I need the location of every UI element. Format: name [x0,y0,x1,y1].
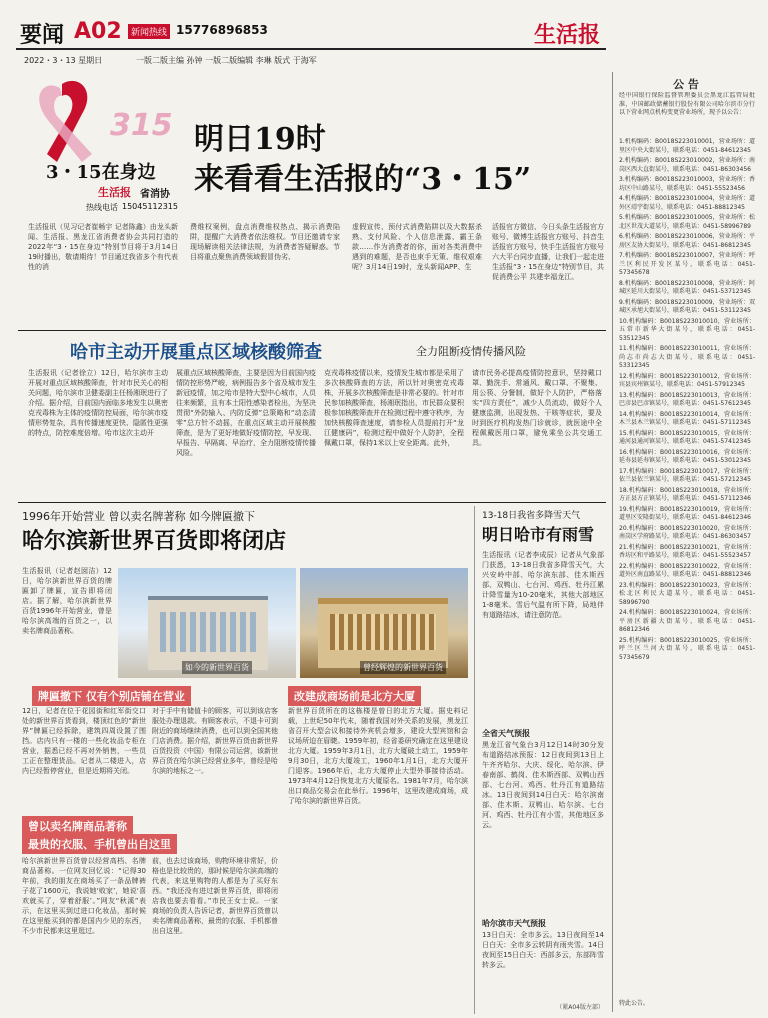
notice-item: 25.机构编码：B0018S223010025，营业场所：呼兰区兰河大街某号，联系电话：0451-57345679 [619,636,755,661]
harbin-forecast-title: 哈尔滨市天气预报 [482,919,546,928]
notice-item: 9.机构编码：B0018S223010009，营业场所：双城区承旭大街某号，联系电话：0451-53112345 [619,298,755,314]
notice-item: 10.机构编码：B0018S223010010，营业场所：五常市新华大街某号，联系电话：0451-53512345 [619,317,755,342]
mall-lead: 生活报讯（记者赵囡洁）12日，哈尔滨新世界百货的牌匾卸了牌匾，宣告即将闭店。据了解，哈尔滨新世界百货1996年开始营业，曾是哈尔滨高端的百货之一，以卖名牌商品著称。 [22,567,112,635]
caption-old: 曾经辉煌的新世界百货 [360,661,446,674]
covid-subhead: 全力阻断疫情传播风险 [416,345,526,358]
photo-current-mall [118,568,296,678]
notice-item: 17.机构编码：B0018S223010017，营业场所：依兰县依兰镇某号，联系电话：0451-57212345 [619,467,755,483]
mall-article [18,506,470,1014]
covid-headline: 哈市主动开展重点区域核酸筛查 [70,342,322,363]
mall-box2-title2: 最贵的衣服、手机曾出自这里 [22,834,177,854]
topic315-col4: 活报官方微信、今日头条生活报官方账号、微博生活报官方账号、抖音生活报官方账号、快手生活报官方账号六大平台同步直播，让我们一起走进生活报“3・15在身边”特别节目，共促消费公平 共建幸福龙江。 [492,223,604,281]
notice-item: 19.机构编码：B0018S223010019，营业场所：道里区安隆街某号，联系电话：0451-84612346 [619,505,755,521]
notice-title: 公 告 [673,78,699,91]
brand-logo: 生活报 [534,22,601,48]
hotline-label: 新闻热线 [128,24,170,39]
headline-line2: 来看看生活报的“3・15” [194,162,532,197]
weather-body1: 生活报讯（记者李成辰）记者从气象部门获悉，13-18日我省多降雪天气，大兴安岭中部、哈尔滨东部、佳木斯西部、双鸭山、七台河、鸡西、牡丹江累计降雪量为10-20毫米，其他大部地区1-8毫米。雪后气温有所下降，局地伴有道路结冰，请注意防范。 [482,551,604,619]
notice-item: 6.机构编码：B0018S223010006，营业场所：平房区友协大街某号，联系电话：0451-86812345 [619,233,755,249]
topic-315-block [18,72,606,334]
mall-box2-col1: 哈尔滨新世界百货曾以经营高档、名牌商品著称。一位网友回忆说：“记得30年前，我的朋友在商场买了一条品牌裤子花了1600元，我说她‘败家’，她说‘喜欢就买了，穿着舒服’。”网友“秋溪”表示，在这里买到过进口化妆品，那时候在这里能买到的都是国内少见的东西，不少市民都来这里逛过。 [22,857,146,935]
notice-column [612,72,759,1012]
covid-col4: 请市民务必提高疫情防控意识，坚持戴口罩、勤洗手、常通风、戴口罩、不聚集、用公筷、分餐制，做好个人防护，严格落实“四方责任”，减少人员流动，做好个人健康监测，出现发热、干咳等症状，要及时到医疗机构发热门诊就诊，就医途中全程佩戴医用口罩，避免乘坐公共交通工具。 [472,369,602,447]
notice-item: 11.机构编码：B0018S223010011，营业场所：尚志市尚志大街某号，联系电话：0451-53312345 [619,345,755,369]
covid-article [18,334,606,502]
notice-item: 21.机构编码：B0018S223010021，营业场所：香坊区和平路某号，联系电话：0451-55523457 [619,543,755,559]
masthead [16,18,606,66]
weather-headline: 明日哈市有雨雪 [482,525,595,544]
weather-footer: （紧A04版左部） [556,1004,604,1011]
photo-old-mall [300,568,468,678]
covid-col2: 展重点区域核酸筛查，主要是因为目前国内疫情防控形势严峻，病例报告多个省及城市发生新冠疫情，加之哈市是特大型中心城市，人员往来频繁，且有本土阳性感染者检出，为坚决贯彻“外防输入、内防反弹”总策略和“动态清零”总方针不动摇，在重点区域主动开展核酸筛查，是为了更好地做好疫情防控，早发现、早报告、早隔离、早治疗，全力阻断疫情传播风险。 [176,369,316,457]
mall-box2-col2: 前，也去过该商场，购物环境非常好，价格也是比较贵的，那时候是哈尔滨高端的代表，来这里购物的人都是为了买好东西。“我还没有进过新世界百货，即将闭店我也要去看看。”市民王女士说。一家商场的负责人告诉记者，新世界百货曾以卖名牌商品著称，最贵的衣服、手机都曾出自这里。 [152,857,278,935]
weather-kicker: 13-18日我省多降雪天气 [482,511,581,521]
masthead-rule [16,48,606,50]
divider-2 [18,502,606,503]
page-number: A02 [74,19,122,44]
notice-item: 13.机构编码：B0018S223010013，营业场所：巴彦县巴彦镇某号，联系电话：0451-57612345 [619,391,755,407]
slogan-sub: 省消协 [140,189,170,200]
hotline-number: 15776896853 [176,23,268,37]
notice-footer: 特此公告。 [619,1000,650,1007]
hotline-315: 15045112315 [122,202,178,211]
date-line: 2022・3・13 星期日 [24,56,103,65]
notice-item: 1.机构编码：B0018S223010001，营业场所：道里区中央大街某号，联系电话：0451-84612345 [619,138,755,154]
notice-item: 24.机构编码：B0018S223010024，营业场所：平房区新疆大街某号，联系电话：0451-86812346 [619,609,755,633]
covid-col3: 克戎毒株疫情以来，疫情发生城市都是采用了多次核酸筛查的方法，所以针对奥密克戎毒株，开展多次核酸筛查是非常必要的。针对市民参加核酸筛查，杨湘珉指出，市民群众要积极参加核酸筛查并在检测过程中遵守秩序，为加快核酸筛查速度，请参检人员提前打开“龙江健康码”，检测过程中做好个人防护，全程佩戴口罩，保持1米以上安全距离。此外， [324,369,464,447]
divider-1 [18,330,606,331]
slogan: 3・15在身边 [46,162,156,183]
mall-box1-title: 牌匾撤下 仅有个别店铺在营业 [32,686,191,706]
section-name: 要闻 [20,22,65,48]
harbin-forecast: 13日白天：全市多云。13日夜间至14日白天：全市多云转阴有雨夹雪。14日夜间至15日白天：西部多云，东部阵雪转多云。 [482,931,604,969]
headline-line1: 明日19时 [194,122,326,157]
topic315-col2: 费维权案例，盘点消费维权热点、揭示消费陷阱，提醒广大消费者依法维权。节目还邀请专家现场解读相关法律法规，为消费者答疑解惑。节目将重点聚焦消费领域假冒伪劣、 [190,223,340,261]
notice-intro: 经中国银行保险监督管理委员会黑龙江监管局批准，中国邮政储蓄银行股份有限公司哈尔滨市分行以下营业网点机构变更营业场所，现予以公告： [619,92,755,116]
forecast-title: 全省天气预报 [482,729,530,738]
mall-box2-title: 曾以卖名牌商品著称 [22,816,133,836]
mall-kicker: 1996年开始营业 曾以卖名牌著称 如今牌匾撤下 [22,510,255,523]
covid-col1: 生活报讯（记者徐立）12日，哈尔滨市主动开展对重点区域核酸筛查，针对市民关心的相关问题，哈尔滨市卫健委副主任杨湘珉进行了介绍。据介绍，目前国内面临多地发生以奥密克戎毒株为主体的疫情防控局面，哈尔滨市疫情形势复杂，具有传播速度更快、隐匿性更强的特点，防控难度倍增。哈市这次主动开 [28,369,168,437]
notice-item: 3.机构编码：B0018S223010003，营业场所：香坊区中山路某号，联系电话：0451-55523456 [619,176,755,192]
weather-article [480,506,606,1014]
slogan-brand: 生活报 [98,186,131,199]
notice-item: 2.机构编码：B0018S223010002，营业场所：南岗区西大直街某号，联系电话：0451-86303456 [619,157,755,173]
notice-item: 18.机构编码：B0018S223010018，营业场所：方正县方正镇某号，联系电话：0451-57112346 [619,486,755,502]
notice-item: 22.机构编码：B0018S223010022，营业场所：道外区南直路某号，联系电话：0451-88812346 [619,562,755,578]
notice-item: 4.机构编码：B0018S223010004，营业场所：道外区靖宇街某号，联系电话：0451-88812345 [619,195,755,211]
notice-list [619,138,755,998]
mall-box1-col2: 对于手中有储值卡的顾客，可以到该店客服处办理退款。有顾客表示，不退卡可到附近的商场继续消费，也可以到全国其他门店消费。据介绍，新世界百货由新世界百货投资（中国）有限公司运营，该新世界百货在哈尔滨已经营业多年，曾经是哈尔滨的地标之一。 [152,707,278,775]
notice-item: 12.机构编码：B0018S223010012，营业场所：宾县宾州镇某号，联系电话：0451-57912345 [619,372,755,388]
notice-item: 7.机构编码：B0018S223010007，营业场所：呼兰区利民开发区某号，联系电话：0451-57345678 [619,252,755,276]
hotline-label-315: 热线电话 [86,203,118,212]
mall-box3-title: 改建成商场前是北方大厦 [288,686,421,706]
notice-item: 23.机构编码：B0018S223010023，营业场所：松北区利民大道某号，联系电话：0451-58996790 [619,581,755,606]
weather-body2: 黑龙江省气象台3月12日14时30分发布道路结冰预报：12日夜间到13日上午齐齐哈尔、大庆、绥化、哈尔滨、伊春南部、鹤岗、佳木斯西部、双鸭山西部、七台河、鸡西、牡丹江有道路结冰。13日夜间到14日白天：哈尔滨南部、佳木斯、双鸭山、哈尔滨、七台河、鸡西、牡丹江有小雪，其他地区多云。 [482,741,604,829]
ribbon-icon [22,74,122,166]
mall-box1-col1: 12日，记者在位于花园街和红军街交口处的新世界百货看到，楼顶红色的“新世界”牌匾已经拆除，建筑四周设置了围挡。店内只有一楼的一些化妆品专柜在营业，据悉已经不再对外销售，一些员工正在整理货品。记者从二楼进入，店内已经暂停营业，但是近期将关闭。 [22,707,146,775]
notice-item: 14.机构编码：B0018S223010014，营业场所：木兰县木兰镇某号，联系电话：0451-57112345 [619,410,755,426]
notice-item: 16.机构编码：B0018S223010016，营业场所：延寿县延寿镇某号，联系电话：0451-53012345 [619,448,755,464]
topic315-col3: 虚假宣传、预付式消费陷阱以及大数据杀熟、支付风险、个人信息泄露、霸王条款……作为消费者的你，面对各类消费中遇到的难题，是否也束手无策、维权艰难呢？3月14日19时，龙头新闻APP、生 [352,223,482,271]
caption-current: 如今的新世界百货 [182,661,252,674]
mall-weather-divider [474,506,475,1014]
editor-line: 一版二版主编 孙钟 一版二版编辑 李琳 版式 于海军 [136,56,317,65]
notice-item: 8.机构编码：B0018S223010008，营业场所：阿城区延川大街某号，联系电话：0451-53712345 [619,279,755,295]
logo-315: 315 [110,108,173,143]
mall-box3-body: 新世界百货所在的这栋楼是曾日的北方大厦。据史料记载，上世纪50年代末，随着我国对外关系的发展，黑龙江省召开大型会议和接待外宾机会增多，建设大型宾馆和会议场所迫在眉睫。1959年初，经省委研究确定在这里建设北方大厦。1959年3月1日，北方大厦破土动工，1959年9月30日，北方大厦竣工，1960年1月1日，北方大厦开门迎客。1966年后，北方大厦停止大型外事接待活动。1973年4月12日恢复北方大厦原名。1981年7月，哈尔滨出口商品交易会在此举行。1996年，这里改建成商场，成了哈尔滨的新世界百货。 [288,707,468,805]
notice-item: 15.机构编码：B0018S223010015，营业场所：通河县通河镇某号，联系电话：0451-57412345 [619,429,755,445]
mall-headline: 哈尔滨新世界百货即将闭店 [22,528,287,554]
notice-item: 5.机构编码：B0018S223010005，营业场所：松北区世茂大道某号，联系电话：0451-58996789 [619,214,755,230]
notice-item: 20.机构编码：B0018S223010020，营业场所：南岗区学府路某号，联系电话：0451-86303457 [619,524,755,540]
topic315-col1: 生活报讯（见习记者崔畅宇 记者陈鑫）由龙头新闻、生活报、黑龙江省消费者协会共同打造的2022年“3・15在身边”特别节目将于3月14日19时播出，敬请期待！节目通过我省多个有代表性的消 [28,223,178,271]
